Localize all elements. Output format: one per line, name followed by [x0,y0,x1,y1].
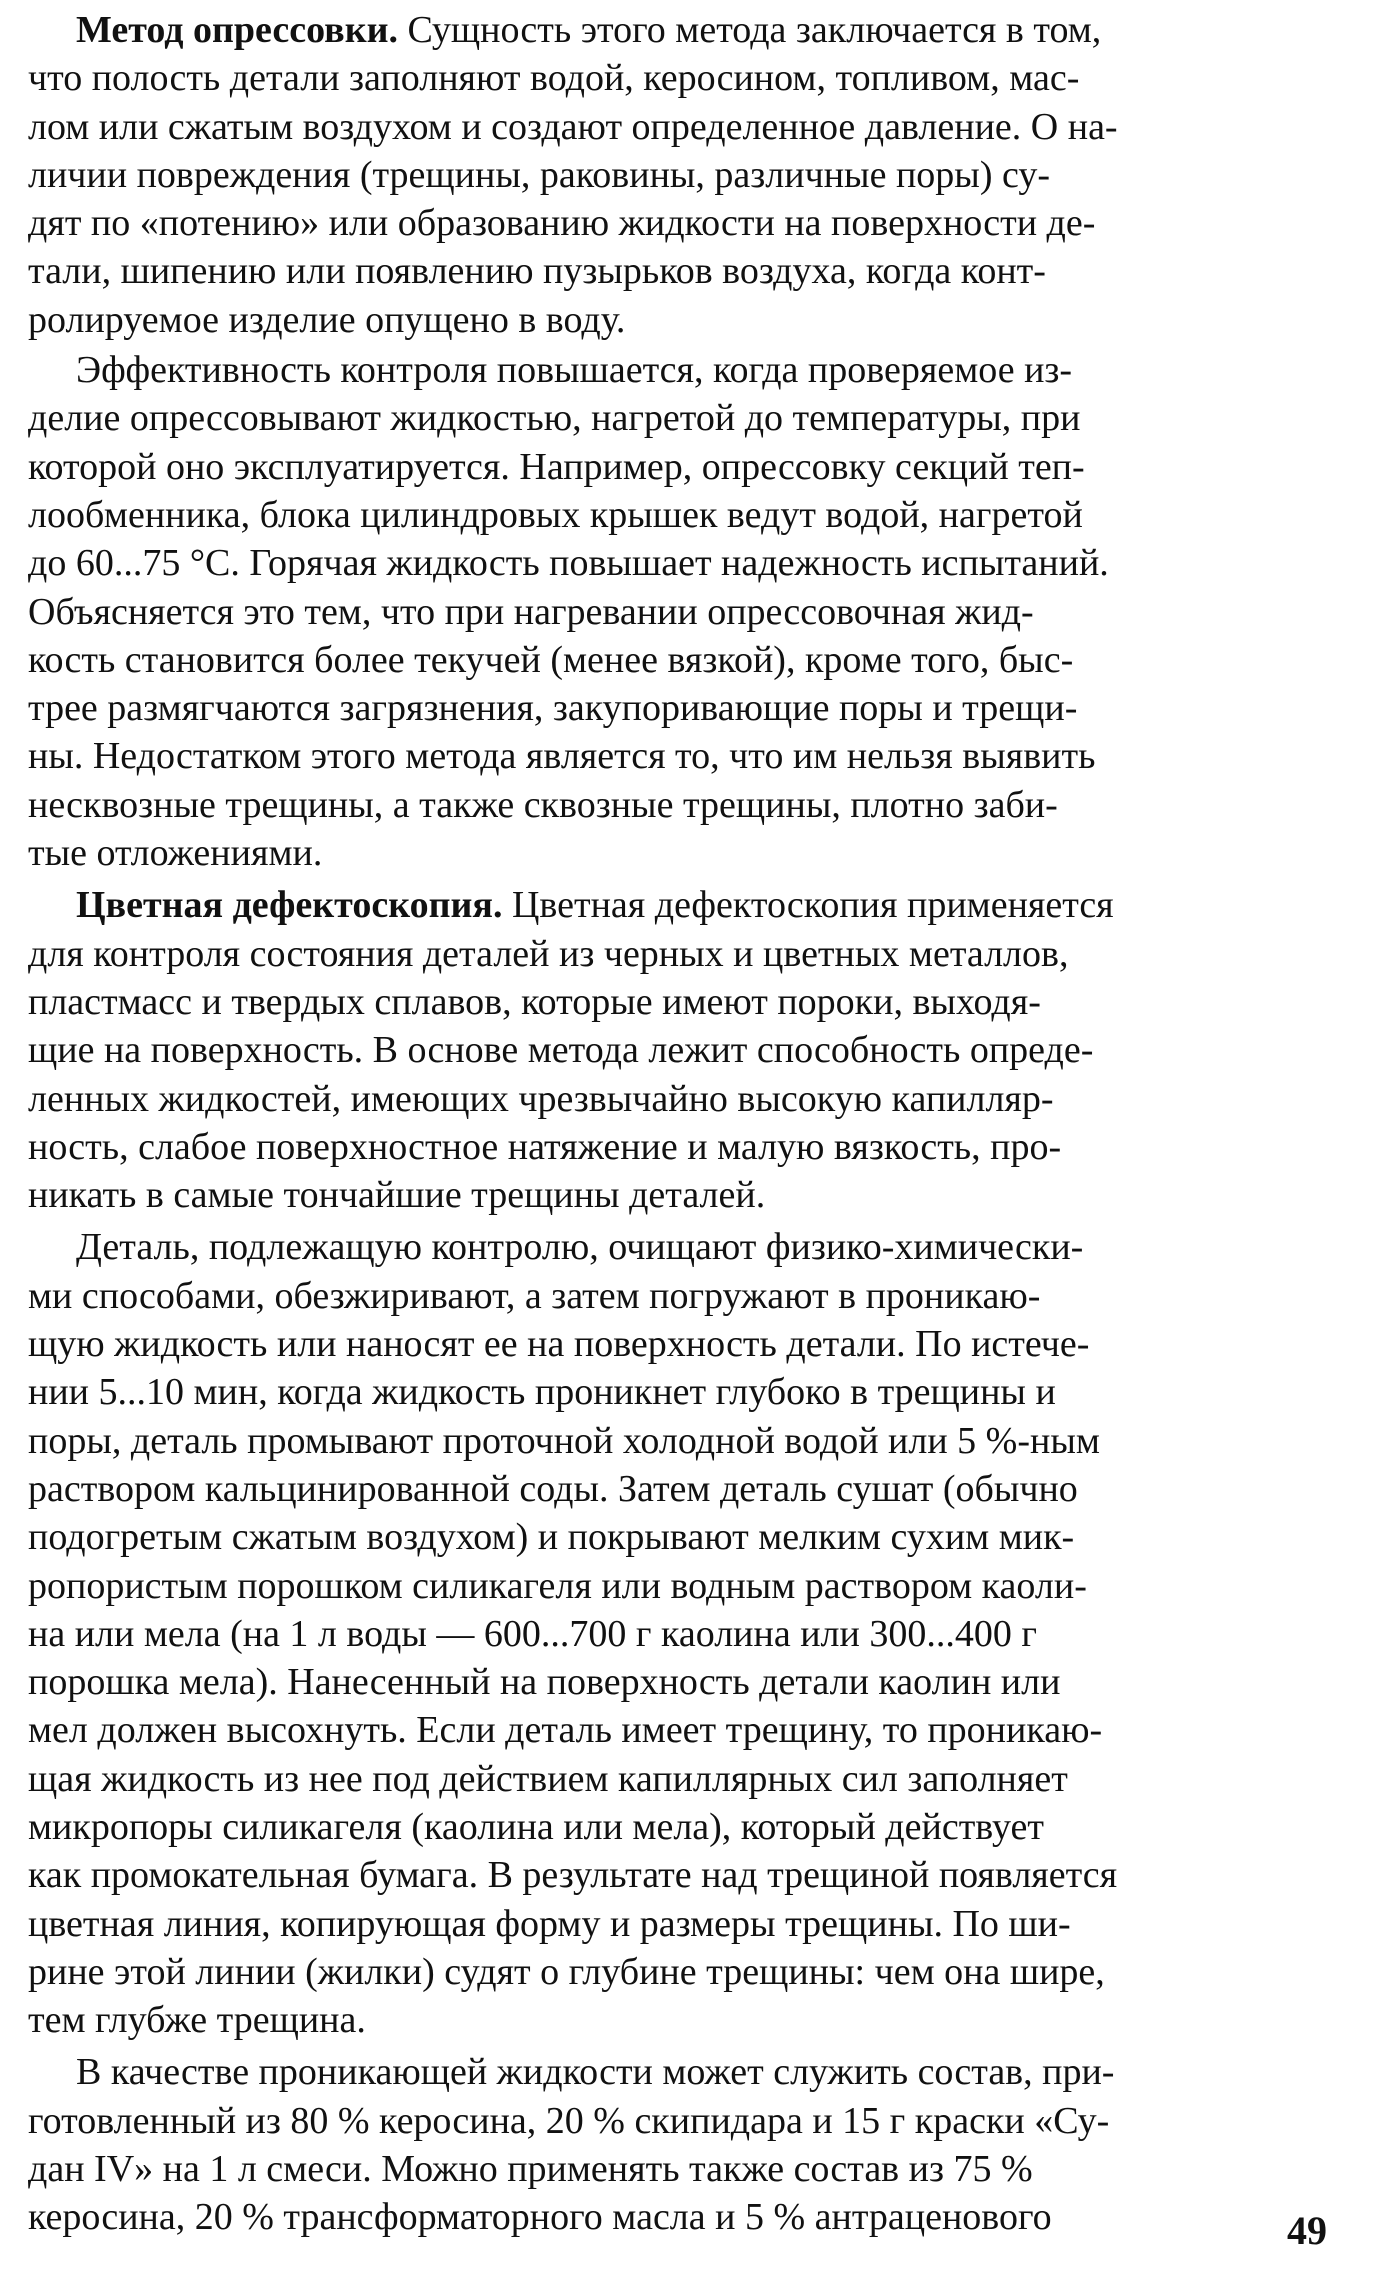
text-line: пластмасс и твердых сплавов, которые имеют пороки, выходя- [28,980,1041,1023]
text-line: трее размягчаются загрязнения, закупоривающие поры и трещи- [28,687,1078,730]
text-line: керосина, 20 % трансформаторного масла и 5 % антраценового [28,2196,1052,2239]
text-line: делие опрессовывают жидкостью, нагретой до температуры, при [28,397,1081,440]
text-line: тали, шипению или появлению пузырьков воздуха, когда конт- [28,250,1046,293]
text-line: поры, деталь промывают проточной холодной водой или 5 %-ным [28,1419,1100,1462]
page-body [28,6,1338,2242]
text-line: Объясняется это тем, что при нагревании опрессовочная жид- [28,590,1034,633]
text-line: для контроля состояния деталей из черных и цветных металлов, [28,932,1069,975]
page-number: 49 [1287,2208,1327,2253]
text-line: ролируемое изделие опущено в воду. [28,298,626,341]
text-line: порошка мела). Нанесенный на поверхность детали каолин или [28,1661,1061,1704]
text-line: ность, слабое поверхностное натяжение и малую вязкость, про- [28,1125,1062,1168]
run-in-heading: Цветная дефектоскопия. [76,884,503,927]
text-line: микропоры силикагеля (каолина или мела), который действует [28,1805,1044,1848]
text-line: никать в самые тончайшие трещины деталей. [28,1174,766,1217]
text-line: что полость детали заполняют водой, керосином, топливом, мас- [28,57,1080,100]
text-line: ропористым порошком силикагеля или водным раствором каоли- [28,1564,1087,1607]
text-line: тые отложениями. [28,832,323,875]
text-line: дан IV» на 1 л смеси. Можно применять также состав из 75 % [28,2148,1033,2191]
text-line: несквозные трещины, а также сквозные трещины, плотно заби- [28,783,1058,826]
text-line: щие на поверхность. В основе метода лежит способность опреде- [28,1029,1094,1072]
text-line: рине этой линии (жилки) судят о глубине трещины: чем она шире, [28,1950,1105,1993]
text-line: раствором кальцинированной соды. Затем деталь сушат (обычно [28,1467,1078,1510]
text-line: на или мела (на 1 л воды — 600...700 г каолина или 300...400 г [28,1612,1037,1655]
text-line: Деталь, подлежащую контролю, очищают физико-химически- [76,1226,1084,1269]
text-line: мел должен высохнуть. Если деталь имеет трещину, то проникаю- [28,1709,1103,1752]
text-line: которой оно эксплуатируется. Например, опрессовку секций теп- [28,445,1085,488]
paragraph-inspection-procedure [28,1223,1338,2044]
text-line: ны. Недостатком этого метода является то, что им нельзя выявить [28,735,1096,778]
text-line: Метод опрессовки. Сущность этого метода заключается в том, [76,9,1102,51]
paragraph-pressure-test-method [28,6,1338,344]
text-line: В качестве проникающей жидкости может служить состав, при- [76,2051,1115,2094]
text-line: цветная линия, копирующая форму и размеры трещины. По ши- [28,1902,1071,1945]
text-line: щую жидкость или наносят ее на поверхность детали. По истече- [28,1323,1090,1366]
run-in-heading: Метод опрессовки. [76,9,398,51]
paragraph-color-flaw-detection [28,881,1338,1219]
text-line: щая жидкость из нее под действием капиллярных сил заполняет [28,1757,1068,1800]
text-line: ми способами, обезжиривают, а затем погружают в проникаю- [28,1274,1041,1317]
text-line: готовленный из 80 % керосина, 20 % скипидара и 15 г краски «Су- [28,2099,1110,2142]
text-line: как промокательная бумага. В результате над трещиной появляется [28,1854,1118,1897]
text-line: ленных жидкостей, имеющих чрезвычайно высокую капилляр- [28,1077,1054,1120]
text-line: до 60...75 °С. Горячая жидкость повышает надежность испытаний. [28,542,1109,585]
text-line: нии 5...10 мин, когда жидкость проникнет глубоко в трещины и [28,1371,1056,1414]
text-line: Эффективность контроля повышается, когда проверяемое из- [76,349,1073,392]
text-line: Цветная дефектоскопия. Цветная дефектоскопия применяется [76,884,1114,927]
text-line: тем глубже трещина. [28,1999,366,2042]
text-line: личии повреждения (трещины, раковины, различные поры) су- [28,153,1050,196]
text-line: кость становится более текучей (менее вязкой), кроме того, быс- [28,638,1074,681]
text-line: лообменника, блока цилиндровых крышек ведут водой, нагретой [28,493,1083,536]
paragraph-penetrant-composition [28,2048,1338,2241]
text-line: подогретым сжатым воздухом) и покрывают мелким сухим мик- [28,1516,1075,1559]
text-line: лом или сжатым воздухом и создают определенное давление. О на- [28,105,1118,148]
text-line: дят по «потению» или образованию жидкости на поверхности де- [28,202,1096,245]
paragraph-control-efficiency [28,346,1338,877]
